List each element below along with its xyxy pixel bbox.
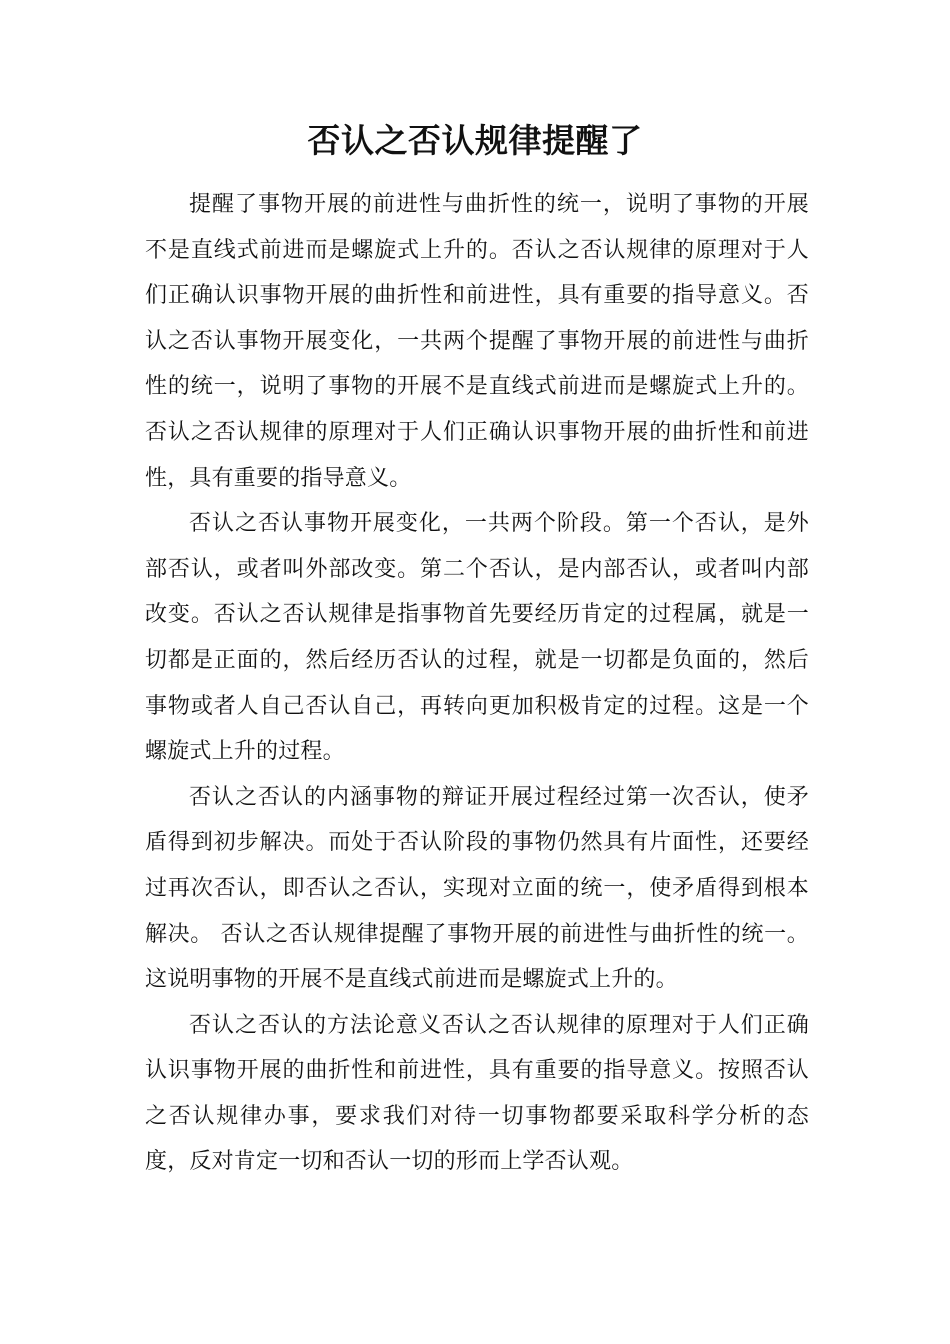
paragraph-3: 否认之否认的内涵事物的辩证开展过程经过第一次否认，使矛盾得到初步解决。而处于否认阶段的事物仍然具有片面性，还要经过再次否认，即否认之否认，实现对立面的统一，使矛盾得到根本解决。 否认之否认规律提醒了事物开展的前进性与曲折性的统一。这说明事物的开展不是直线式前进而是螺旋式上升的。 [145,784,809,993]
paragraph-1: 提醒了事物开展的前进性与曲折性的统一，说明了事物的开展不是直线式前进而是螺旋式上升的。否认之否认规律的原理对于人们正确认识事物开展的曲折性和前进性，具有重要的指导意义。否认之否认事物开展变化，一共两个提醒了事物开展的前进性与曲折性的统一，说明了事物的开展不是直线式前进而是螺旋式上升的。否认之否认规律的原理对于人们正确认识事物开展的曲折性和前进性，具有重要的指导意义。 [145,192,809,491]
paragraph-2: 否认之否认事物开展变化，一共两个阶段。第一个否认，是外部否认，或者叫外部改变。第二个否认，是内部否认，或者叫内部改变。否认之否认规律是指事物首先要经历肯定的过程属，就是一切都是正面的，然后经历否认的过程，就是一切都是负面的，然后事物或者人自己否认自己，再转向更加积极肯定的过程。这是一个螺旋式上升的过程。 [145,511,809,765]
paragraph-4: 否认之否认的方法论意义否认之否认规律的原理对于人们正确认识事物开展的曲折性和前进性，具有重要的指导意义。按照否认之否认规律办事，要求我们对待一切事物都要采取科学分析的态度，反对肯定一切和否认一切的形而上学否认观。 [145,1012,809,1175]
document-title: 否认之否认规律提醒了 [307,121,643,160]
document-body [145,182,809,1185]
